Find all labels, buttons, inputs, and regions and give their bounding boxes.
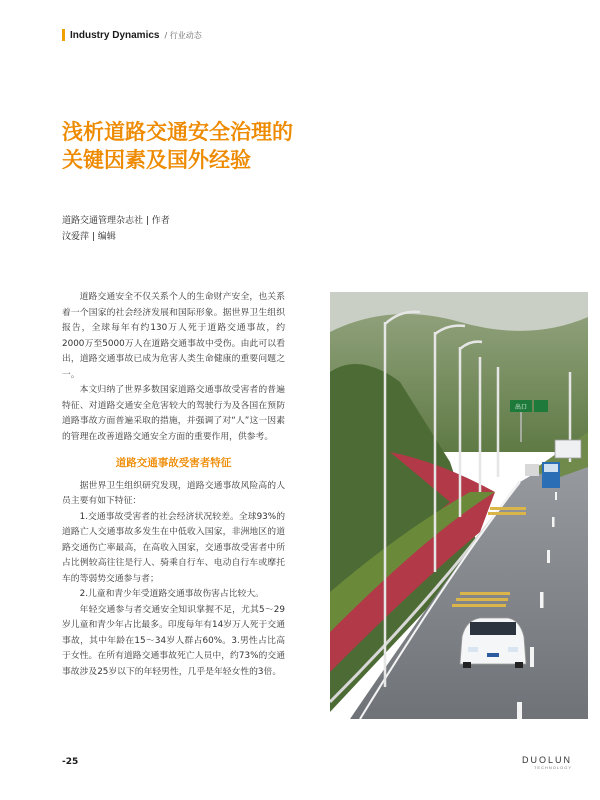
road-sign-text: 出口 xyxy=(514,404,528,411)
article-title-line-2: 关键因素及国外经验 xyxy=(62,148,251,172)
highway-photo xyxy=(330,292,588,719)
article-title xyxy=(62,118,382,174)
article-title-line-1: 浅析道路交通安全治理的 xyxy=(62,120,293,144)
editor-credit: 汶爱萍 | 编辑 xyxy=(62,232,116,242)
page-number: -25 xyxy=(62,757,79,767)
paragraph-young-users: 年轻交通参与者交通安全知识掌握不足，尤其5～29岁儿童和青少年占比最多。印度每年有14岁万人死于交通事故，其中年龄在15～34岁人群占60%。3.男性占比高于女性。在所有道路交通事故死亡人员中，约73%的交通事故涉及25岁以下的年轻男性，几乎是年轻女性的3倍。 xyxy=(62,604,285,677)
author-credit: 道路交通管理杂志社 | 作者 xyxy=(62,216,170,226)
header-section-en: Industry Dynamics xyxy=(70,29,160,41)
publisher-logo xyxy=(522,755,572,770)
byline xyxy=(62,213,170,245)
logo-wordmark: DUOLUN xyxy=(521,755,572,765)
logo-subtitle: TECHNOLOGY xyxy=(533,765,572,770)
header-section-cn: / 行业动态 xyxy=(164,30,202,40)
paragraph-who-findings: 据世界卫生组织研究发现，道路交通事故风险高的人员主要有如下特征： xyxy=(62,480,285,506)
header-accent-bar xyxy=(62,29,65,41)
article-body xyxy=(62,290,285,680)
paragraph-summary: 本文归纳了世界多数国家道路交通事故受害者的普遍特征、对道路交通安全危害较大的驾驶行为及各国在预防道路事故方面普遍采取的措施，并强调了对“人”这一因素的管理在改善道路交通安全方面的重要作用，供参考。 xyxy=(62,385,285,442)
section-heading: 道路交通事故受害者特征 xyxy=(115,457,232,469)
paragraph-point-2: 2.儿童和青少年受道路交通事故伤害占比较大。 xyxy=(79,589,264,599)
paragraph-intro: 道路交通安全不仅关系个人的生命财产安全，也关系着一个国家的社会经济发展和国际形象。据世界卫生组织报告，全球每年有约130万人死于道路交通事故，约2000万至5000万人在道路交通事故中受伤。由此可以看出，道路交通事故已成为危害人类生命健康的重要问题之一。 xyxy=(62,292,285,380)
paragraph-point-1: 1.交通事故受害者的社会经济状况较差。全球93%的道路亡人交通事故多发生在中低收入国家，非洲地区的道路交通伤亡率最高，在高收入国家，交通事故受害者中所占比例较高往往是行人、骑乘自行车、电动自行车或摩托车的等弱势交通参与者； xyxy=(62,511,285,584)
section-header xyxy=(62,28,202,42)
